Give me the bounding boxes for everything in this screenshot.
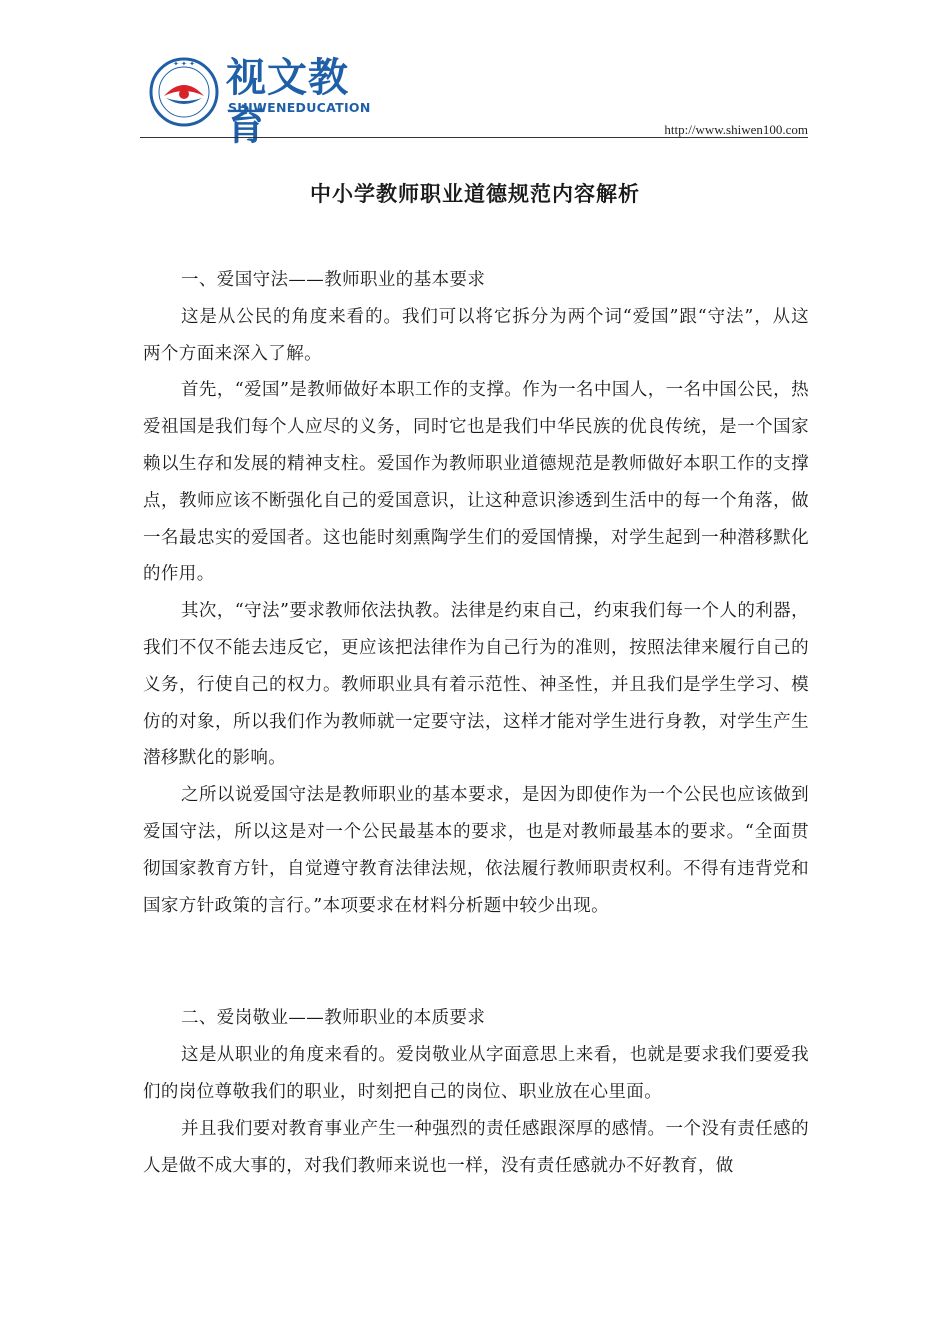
section1-paragraph-2: 首先，“爱国”是教师做好本职工作的支撑。作为一名中国人，一名中国公民，热爱祖国是我们每个人应尽的义务，同时它也是我们中华民族的优良传统，是一个国家赖以生存和发展的精神支柱。爱国作为教师职业道德规范是教师做好本职工作的支撑点，教师应该不断强化自己的爱国意识，让这种意识渗透到生活中的每一个角落，做一名最忠实的爱国者。这也能时刻熏陶学生们的爱国情操，对学生起到一种潜移默化的作用。: [143, 380, 809, 585]
svg-text:✦ ✦ ✦: ✦ ✦ ✦: [172, 60, 196, 68]
shiwen-emblem-icon: [148, 52, 220, 132]
section2-paragraph-1: 这是从职业的角度来看的。爱岗敬业从字面意思上来看，也就是要求我们要爱我们的岗位尊敬我们的职业，时刻把自己的岗位、职业放在心里面。: [143, 1045, 809, 1102]
logo-text-cn: 视文教育: [226, 55, 349, 149]
brand-logo: [148, 52, 378, 149]
section2-paragraph-2: 并且我们要对教育事业产生一种强烈的责任感跟深厚的感情。一个没有责任感的人是做不成大事的，对我们教师来说也一样，没有责任感就办不好教育，做: [143, 1118, 809, 1176]
section1-heading: 一、爱国守法——教师职业的基本要求: [181, 270, 486, 290]
section2-heading: 二、爱岗敬业——教师职业的本质要求: [181, 1008, 486, 1029]
logo-text-en: SHIWENEDUCATION: [228, 100, 371, 115]
header-divider: [140, 137, 808, 138]
section1-paragraph-4: 之所以说爱国守法是教师职业的基本要求，是因为即使作为一个公民也应该做到爱国守法，所以这是对一个公民最基本的要求，也是对教师最基本的要求。“全面贯彻国家教育方针，自觉遵守教育法律法规，依法履行教师职责权利。不得有违背党和国家方针政策的言行。”本项要求在材料分析题中较少出现。: [143, 785, 809, 916]
section-gap: [143, 924, 809, 1000]
document-title: 中小学教师职业道德规范内容解析: [310, 182, 640, 206]
section1-paragraph-3: 其次，“守法”要求教师依法执教。法律是约束自己，约束我们每一个人的利器，我们不仅不能去违反它，更应该把法律作为自己行为的准则，按照法律来履行自己的义务，行使自己的权力。教师职业具有着示范性、神圣性，并且我们是学生学习、模仿的对象，所以我们作为教师就一定要守法，这样才能对学生进行身教，对学生产生潜移默化的影响。: [143, 601, 809, 769]
section1-paragraph-1: 这是从公民的角度来看的。我们可以将它拆分为两个词“爱国”跟“守法”，从这两个方面来深入了解。: [143, 306, 809, 364]
document-body: [143, 262, 809, 1184]
header-url[interactable]: http://www.shiwen100.com: [664, 122, 808, 137]
